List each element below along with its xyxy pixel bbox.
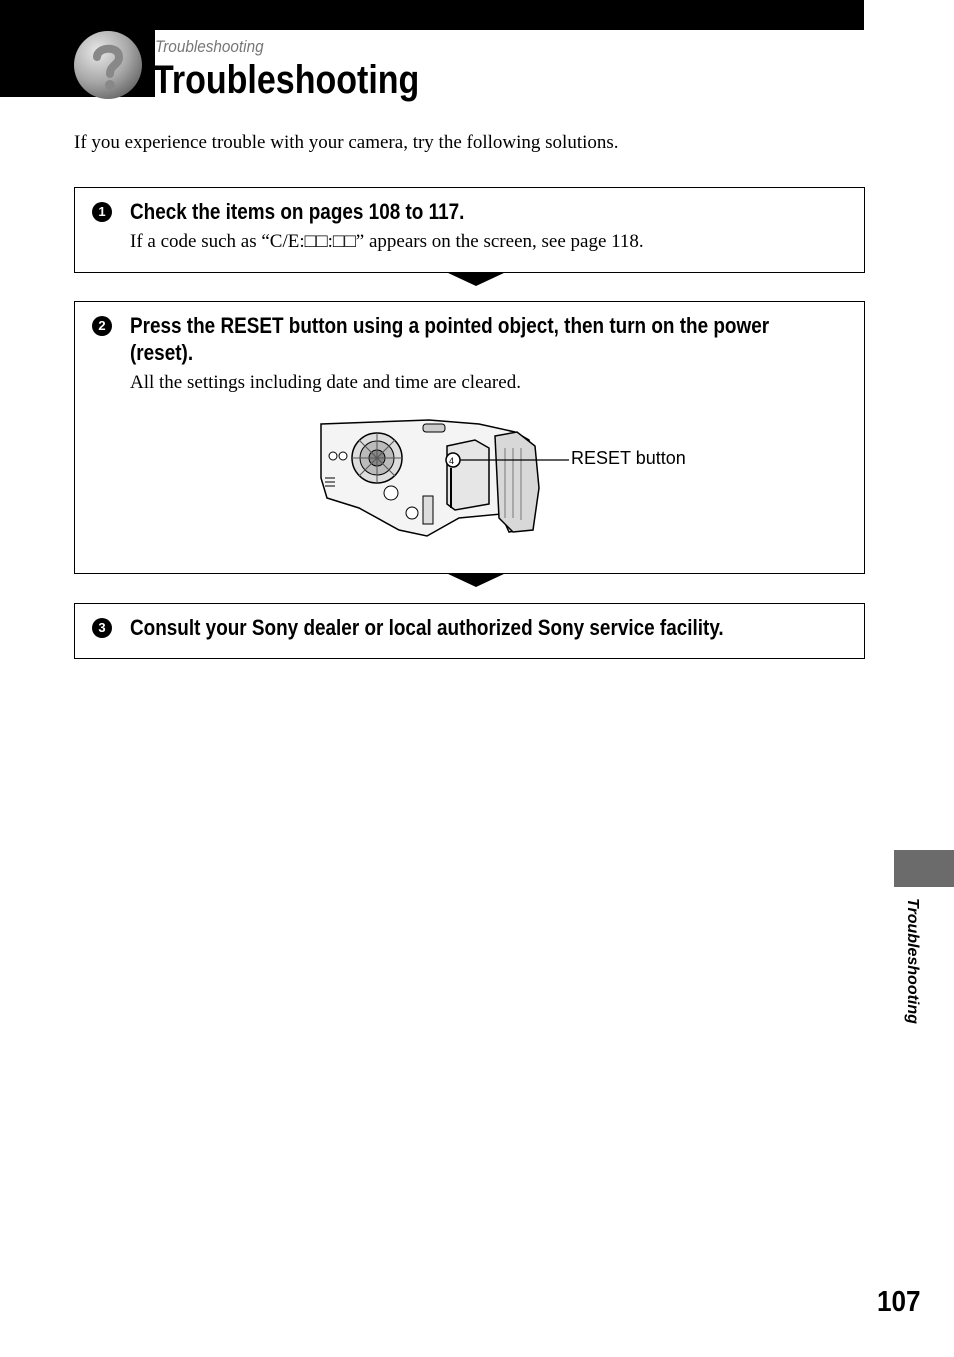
step-3-box (74, 603, 865, 659)
step-2-heading: Press the RESET button using a pointed object, then turn on the power (reset). (130, 313, 770, 365)
step-1-number: 1 (92, 202, 112, 222)
header-bar (0, 0, 864, 30)
reset-button-label: RESET button (571, 448, 686, 468)
flow-arrow-2 (446, 573, 506, 587)
side-tab-marker (894, 850, 954, 887)
step-1-box (74, 187, 865, 273)
page-number: 107 (877, 1286, 921, 1318)
step-3-heading: Consult your Sony dealer or local authorized Sony service facility. (130, 615, 724, 640)
flow-arrow-1 (446, 272, 506, 286)
step-2-detail: All the settings including date and time are cleared. (130, 372, 521, 393)
step-1-heading: Check the items on pages 108 to 117. (130, 199, 465, 224)
step-1-detail: If a code such as “C/E:□□:□□” appears on the screen, see page 118. (130, 231, 644, 252)
svg-text:4: 4 (449, 456, 455, 466)
intro-text: If you experience trouble with your camera, try the following solutions. (74, 132, 619, 153)
page-title: Troubleshooting (153, 58, 420, 102)
step-3-number: 3 (92, 618, 112, 638)
camera-reset-illustration (319, 418, 703, 538)
question-mark-icon (73, 30, 143, 100)
side-tab-label: Troubleshooting (904, 898, 921, 1024)
section-label: Troubleshooting (155, 37, 264, 56)
step-2-box (74, 301, 865, 574)
step-2-number: 2 (92, 316, 112, 336)
